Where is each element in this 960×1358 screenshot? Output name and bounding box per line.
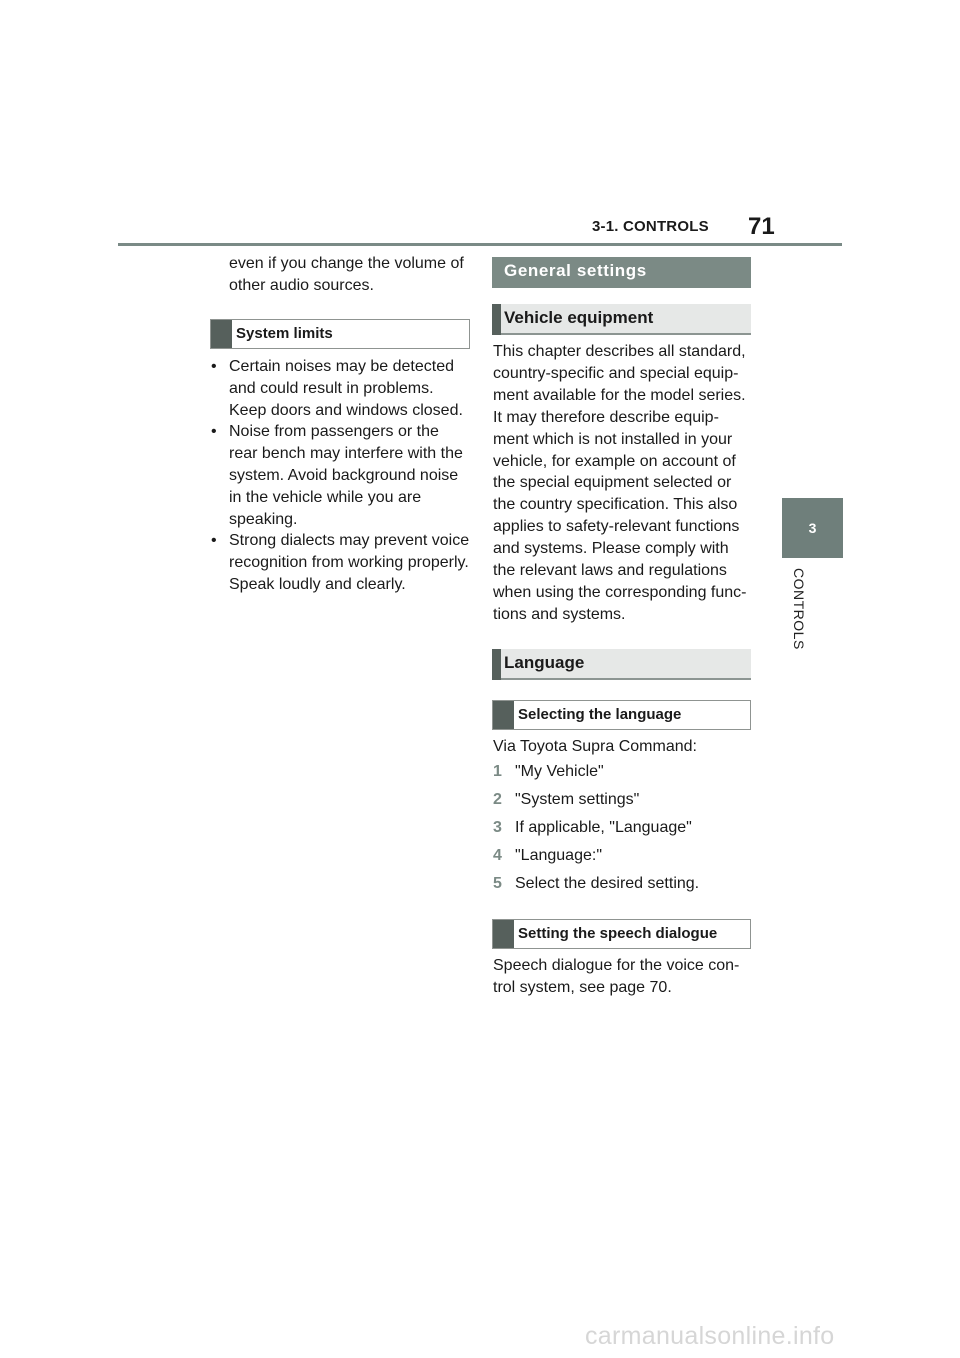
step-text: Select the desired setting. [515,875,700,892]
speech-dialogue-text: Speech dialogue for the voice con-trol system, see page 70. [493,957,740,996]
step-number: 1 [493,763,502,780]
section-label: 3-1. CONTROLS [592,218,709,235]
selecting-language-box [492,700,751,730]
vehicle-equipment-heading: Vehicle equipment [504,308,654,327]
general-settings-heading-box [492,257,751,288]
heading-marker [211,320,232,348]
language-steps [493,758,751,898]
heading-marker [493,701,514,729]
step-text: "My Vehicle" [515,763,604,780]
language-heading: Language [504,653,585,672]
step-number: 5 [493,875,502,892]
chapter-title: CONTROLS [791,568,807,650]
general-settings-heading: General settings [504,261,647,280]
heading-marker [492,304,501,335]
step-item [493,786,751,814]
chapter-tab: 3 [782,498,843,558]
step-item [493,842,751,870]
step-text: If applicable, "Language" [515,819,692,836]
vehicle-equipment-heading-box [492,304,751,335]
heading-marker [492,649,501,680]
vehicle-equipment-text: This chapter describes all standard, country-specific and special equip-ment available for the model series. It may therefore describe equip-ment which is not installed in your vehicle, for example on account of the special equipment selected or the country specification. This also applies to safety-relevant functions and systems. Please comply with the relevant laws and regulations when using the corresponding func-tions and systems. [493,343,747,623]
list-item: • Noise from passengers or the rear bench may interfere with the system. Avoid background noise in the vehicle while you are speaking. [211,421,471,530]
speech-dialogue-heading: Setting the speech dialogue [518,925,718,942]
list-item: • Certain noises may be detected and could result in problems. Keep doors and windows closed. [211,356,471,421]
system-limits-box [210,319,470,349]
intro-text: even if you change the volume of other audio sources. [229,255,464,294]
step-number: 3 [493,819,502,836]
step-item [493,870,751,898]
step-item [493,814,751,842]
speech-dialogue-box [492,919,751,949]
step-item [493,758,751,786]
list-item: • Strong dialects may prevent voice recognition from working properly. Speak loudly and clearly. [211,530,471,595]
step-text: "System settings" [515,791,640,808]
via-command-text: Via Toyota Supra Command: [493,738,697,755]
watermark: carmanualsonline.info [585,1322,835,1350]
step-number: 4 [493,847,502,864]
heading-marker [493,920,514,948]
language-heading-box [492,649,751,680]
system-limits-heading: System limits [236,325,333,342]
selecting-language-heading: Selecting the language [518,706,682,723]
step-text: "Language:" [515,847,602,864]
page-number: 71 [748,213,775,240]
header-divider [118,243,842,246]
system-limits-list [211,356,471,596]
step-number: 2 [493,791,502,808]
